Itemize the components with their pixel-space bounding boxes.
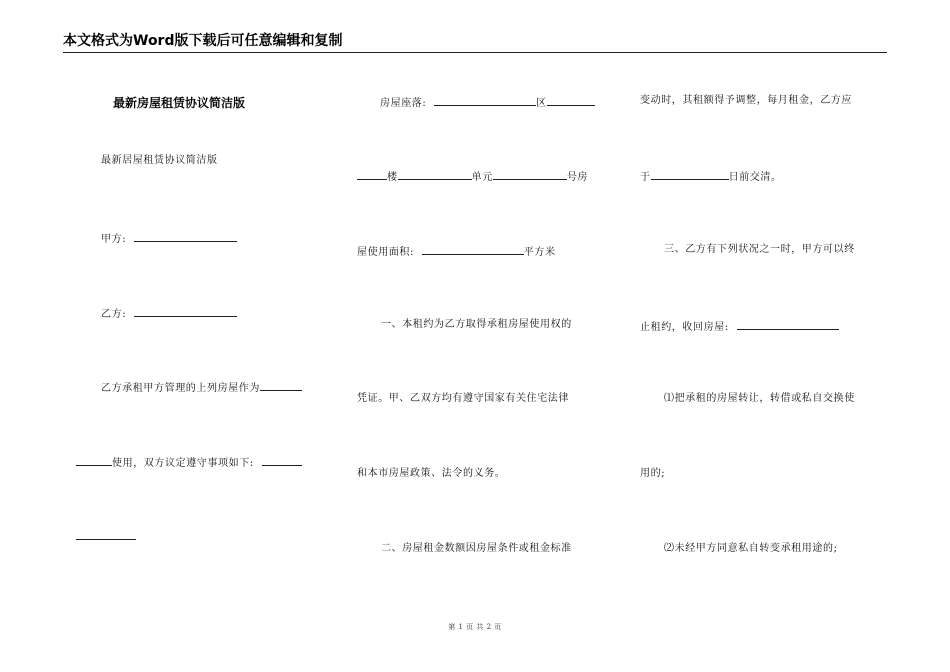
clause-2-line-2: 变动时，其租额得予调整，每月租金，乙方应 [640, 95, 852, 106]
clause-3-line-1: 三、乙方有下列状况之一时，甲方可以终 [664, 244, 855, 255]
usage-line [76, 454, 302, 471]
payment-suffix: 日前交清。 [728, 172, 782, 183]
purpose-blank[interactable] [260, 379, 302, 391]
clause-2-line-1: 二、房屋租金数额因房屋条件或租金标准 [381, 543, 572, 554]
trailing-blank[interactable] [76, 528, 136, 540]
area-unit: 平方米 [523, 247, 556, 258]
district-blank[interactable] [547, 94, 595, 106]
clause-3-item-1-cont: 用的; [640, 468, 666, 479]
clause-1-line-2: 凭证。甲、乙双方均有遵守国家有关住宅法律 [357, 393, 569, 404]
address-line [380, 94, 595, 111]
party-a-line [101, 230, 237, 247]
usage-text: 使用，双方议定遵守事项如下: [112, 458, 254, 469]
area-blank[interactable] [422, 243, 524, 255]
terminate-blank[interactable] [737, 318, 839, 330]
party-b-label: 乙方: [101, 309, 127, 320]
clause-1-line-1: 一、本租约为乙方取得承租房屋使用权的 [381, 319, 572, 330]
usage-blank[interactable] [76, 454, 112, 466]
clause-1-line-3: 和本市房屋政策、法令的义务。 [357, 468, 506, 479]
download-banner: 本文格式为Word版下载后可任意编辑和复制 [63, 33, 343, 49]
usage-blank-2[interactable] [262, 454, 302, 466]
building-line [357, 168, 588, 185]
terminate-text: 止租约，收回房屋: [640, 322, 729, 333]
header-divider [63, 52, 887, 53]
party-b-line [101, 305, 237, 322]
building-blank[interactable] [357, 168, 387, 180]
purpose-text: 乙方承租甲方管理的上列房屋作为 [101, 383, 260, 394]
doc-subtitle: 最新居屋租赁协议简洁版 [101, 155, 218, 166]
building-label: 楼 [387, 172, 398, 183]
unit-label: 单元 [471, 172, 493, 183]
payment-day-line [640, 168, 782, 185]
address-label: 房屋座落: [380, 98, 427, 109]
address-blank[interactable] [434, 94, 536, 106]
page-title: 最新房屋租赁协议简洁版 [113, 96, 246, 110]
party-a-blank[interactable] [134, 230, 237, 242]
unit-blank[interactable] [398, 168, 472, 180]
area-label: 屋使用面积: [357, 247, 414, 258]
party-b-blank[interactable] [134, 305, 237, 317]
blank-line [76, 528, 136, 545]
clause-3-item-1: ⑴把承租的房屋转让，转借或私自交换使 [664, 393, 855, 404]
page-number: 第 1 页 共 2 页 [448, 623, 502, 631]
clause-3-line-2 [640, 318, 839, 335]
area-line [357, 243, 556, 260]
purpose-line [101, 379, 302, 396]
room-blank[interactable] [493, 168, 567, 180]
party-a-label: 甲方: [101, 234, 127, 245]
payment-prefix: 于 [640, 172, 651, 183]
clause-3-item-2: ⑵未经甲方同意私自转变承租用途的; [664, 543, 838, 554]
district-label: 区 [536, 98, 547, 109]
room-label: 号房 [566, 172, 589, 183]
payment-day-blank[interactable] [651, 168, 729, 180]
